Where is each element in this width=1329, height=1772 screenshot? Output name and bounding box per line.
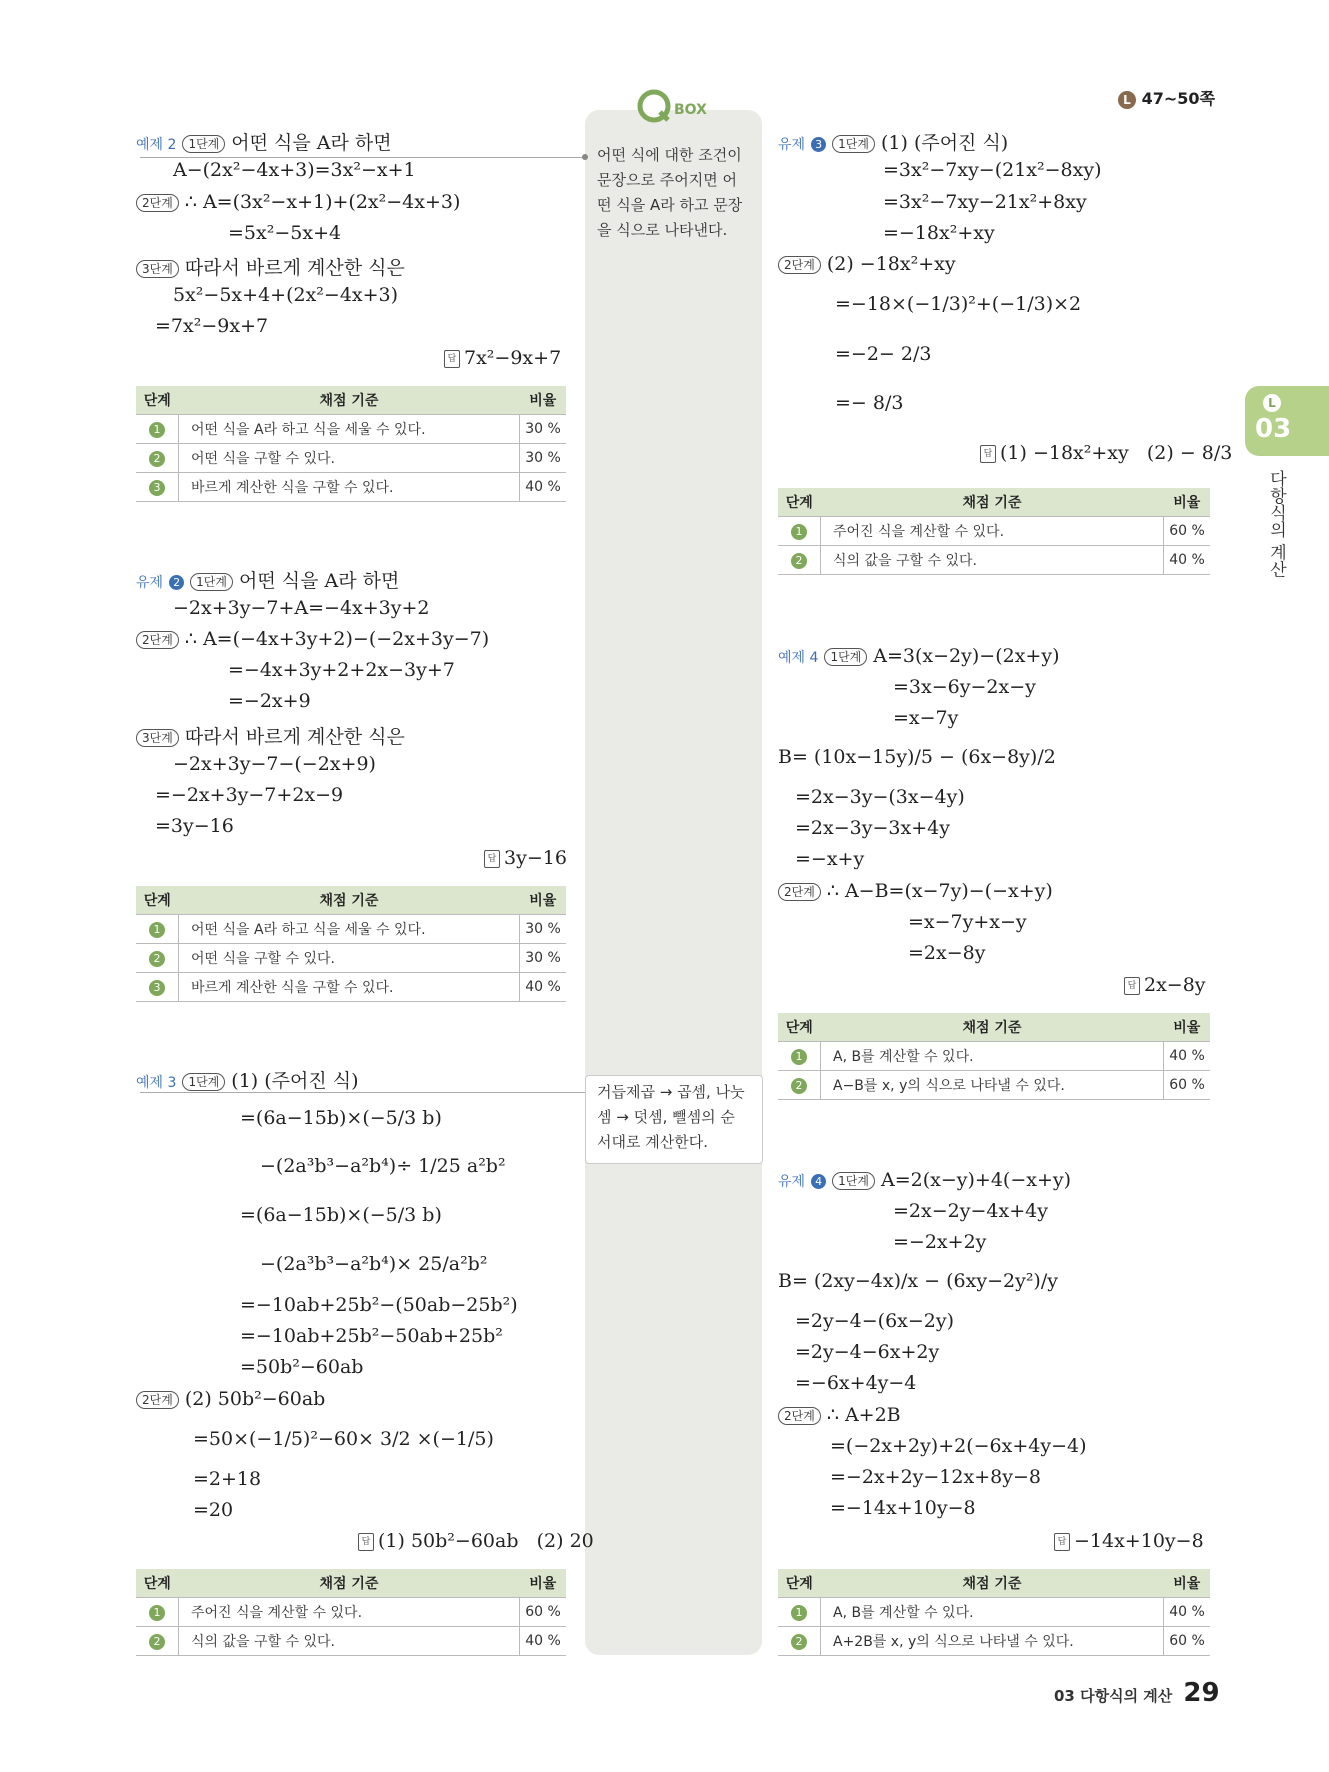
table-row: 1 A, B를 계산할 수 있다. 40 % — [778, 1598, 1210, 1627]
ex2-answer: 답 7x²−9x+7 — [444, 347, 561, 369]
ex4-criteria-table: 단계 채점 기준 비율 1 A, B를 계산할 수 있다. 40 % 2 A−B를 x, y의 식으로 나타낼 수 있다. 60 % — [778, 1013, 1210, 1100]
ex3-criteria-table: 단계 채점 기준 비율 1 주어진 식을 계산할 수 있다. 60 % 2 식의 값을 구할 수 있다. 40 % — [136, 1569, 566, 1656]
qbox-column — [585, 110, 762, 1655]
ex4-line: =x−7y+x−y — [908, 911, 1027, 933]
yu4-line: =−2x+2y — [893, 1231, 987, 1253]
yu4-criteria-table: 단계 채점 기준 비율 1 A, B를 계산할 수 있다. 40 % 2 A+2B를 x, y의 식으로 나타낼 수 있다. 60 % — [778, 1569, 1210, 1656]
yu2-line: −2x+3y−7+A=−4x+3y+2 — [173, 597, 430, 619]
ex4-line: =2x−8y — [908, 942, 986, 964]
ex2-line: =5x²−5x+4 — [228, 222, 342, 244]
yu3-line: =−18×(−1/3)²+(−1/3)×2 — [835, 293, 1082, 315]
ex3-line: =20 — [193, 1499, 234, 1521]
ex3-line: =50×(−1/5)²−60× 3/2 ×(−1/5) — [193, 1428, 494, 1450]
yu3-line-step2: 2단계 (2) −18x²+xy — [778, 253, 956, 275]
yu2-line: =−4x+3y+2+2x−3y+7 — [228, 659, 455, 681]
yu2-line: =−2x+9 — [228, 690, 311, 712]
ex4-line: B= (10x−15y)/5 − (6x−8y)/2 — [778, 746, 1056, 768]
ex3-line: =−10ab+25b²−50ab+25b² — [240, 1325, 503, 1347]
ex2-step1-badge: 1단계 — [182, 135, 225, 153]
table-row: 1 어떤 식을 A라 하고 식을 세울 수 있다. 30 % — [136, 415, 566, 444]
ex3-line: −(2a³b³−a²b⁴)÷ 1/25 a²b² — [260, 1155, 506, 1177]
ex2-intro: 어떤 식을 A라 하면 — [231, 132, 392, 154]
table-row: 2 A−B를 x, y의 식으로 나타낼 수 있다. 60 % — [778, 1071, 1210, 1100]
yu2-criteria-table: 단계 채점 기준 비율 1 어떤 식을 A라 하고 식을 세울 수 있다. 30 % 2 어떤 식을 구할 수 있다. 30 % 3 바르게 계산한 식을 구할 수 있다. 40 % — [136, 886, 566, 1002]
side-chapter-number: 03 — [1255, 414, 1292, 444]
yu2-line-step2: 2단계 ∴ A=(−4x+3y+2)−(−2x+3y−7) — [136, 628, 489, 650]
table-row: 2 식의 값을 구할 수 있다. 40 % — [136, 1627, 566, 1656]
ex3-line: −(2a³b³−a²b⁴)× 25/a²b² — [260, 1253, 488, 1275]
answer-icon: 답 — [444, 350, 460, 368]
yu4-line: =−2x+2y−12x+8y−8 — [830, 1466, 1041, 1488]
yu2-line: −2x+3y−7−(−2x+9) — [173, 753, 376, 775]
yu2-header: 유제 2 1단계 어떤 식을 A라 하면 — [136, 570, 400, 592]
yu2-answer: 답 3y−16 — [484, 847, 567, 869]
yu4-header: 유제 4 1단계 A=2(x−y)+4(−x+y) — [778, 1169, 1072, 1191]
yu3-line: =−2− 2/3 — [835, 343, 932, 365]
yu2-line: =3y−16 — [155, 815, 234, 837]
ex4-header: 예제 4 1단계 A=3(x−2y)−(2x+y) — [778, 645, 1060, 667]
table-row: 1 어떤 식을 A라 하고 식을 세울 수 있다. 30 % — [136, 915, 566, 944]
table-row: 2 A+2B를 x, y의 식으로 나타낼 수 있다. 60 % — [778, 1627, 1210, 1656]
table-row: 2 식의 값을 구할 수 있다. 40 % — [778, 546, 1210, 575]
ex3-line: =2+18 — [193, 1468, 262, 1490]
ex3-line: =50b²−60ab — [240, 1356, 364, 1378]
ex4-line: =x−7y — [893, 707, 959, 729]
ex3-answer: 답 (1) 50b²−60ab (2) 20 — [358, 1530, 594, 1552]
ex3-line: =(6a−15b)×(−5/3 b) — [240, 1204, 442, 1226]
ex3-line-step2: 2단계 (2) 50b²−60ab — [136, 1388, 325, 1410]
yu4-line: =(−2x+2y)+2(−6x+4y−4) — [830, 1435, 1087, 1457]
connector-dot-1 — [582, 154, 588, 160]
page-range-header — [1118, 86, 1215, 109]
ex2-line: 5x²−5x+4+(2x²−4x+3) — [173, 284, 399, 306]
ex3-line: =−10ab+25b²−(50ab−25b²) — [240, 1294, 518, 1316]
side-l-badge-icon: L — [1263, 394, 1281, 412]
l-badge-icon: L — [1118, 91, 1136, 109]
qbox-logo-icon — [636, 86, 716, 126]
yu2-line: =−2x+3y−7+2x−9 — [155, 784, 344, 806]
ex2-header — [136, 128, 392, 155]
table-row: 3 바르게 계산한 식을 구할 수 있다. 40 % — [136, 973, 566, 1002]
ex4-answer: 답 2x−8y — [1124, 974, 1206, 996]
table-row: 1 주어진 식을 계산할 수 있다. 60 % — [136, 1598, 566, 1627]
yu4-answer: 답 −14x+10y−8 — [1054, 1530, 1204, 1552]
qbox-note-2: 거듭제곱 → 곱셈, 나눗 셈 → 덧셈, 뺄셈의 순 서대로 계산한다. — [597, 1083, 745, 1151]
ex3-header: 예제 3 1단계 (1) (주어진 식) — [136, 1070, 359, 1092]
yu3-line: =3x²−7xy−(21x²−8xy) — [883, 159, 1102, 181]
yu4-line-step2: 2단계 ∴ A+2B — [778, 1404, 901, 1426]
yu3-criteria-table: 단계 채점 기준 비율 1 주어진 식을 계산할 수 있다. 60 % 2 식의 값을 구할 수 있다. 40 % — [778, 488, 1210, 575]
table-row: 2 어떤 식을 구할 수 있다. 30 % — [136, 444, 566, 473]
ex4-line: =−x+y — [795, 848, 865, 870]
yu3-header: 유제 3 1단계 (1) (주어진 식) — [778, 132, 1009, 154]
yu4-line: =−6x+4y−4 — [795, 1372, 917, 1394]
ex2-line-step2: 2단계 ∴ A=(3x²−x+1)+(2x²−4x+3) — [136, 191, 460, 213]
ex2-line-step3: 3단계 따라서 바르게 계산한 식은 — [136, 253, 405, 280]
yu4-line: =2y−4−6x+2y — [795, 1341, 940, 1363]
yu4-line: B= (2xy−4x)/x − (6xy−2y²)/y — [778, 1270, 1058, 1292]
ex4-line-step2: 2단계 ∴ A−B=(x−7y)−(−x+y) — [778, 880, 1053, 902]
table-row: 2 어떤 식을 구할 수 있다. 30 % — [136, 944, 566, 973]
footer — [1054, 1678, 1220, 1708]
connector-line-1 — [140, 157, 585, 158]
yu3-line: =−18x²+xy — [883, 222, 995, 244]
yu4-line: =2y−4−(6x−2y) — [795, 1310, 955, 1332]
table-row: 1 주어진 식을 계산할 수 있다. 60 % — [778, 517, 1210, 546]
yu4-line: =2x−2y−4x+4y — [893, 1200, 1048, 1222]
table-row: 3 바르게 계산한 식을 구할 수 있다. 40 % — [136, 473, 566, 502]
qbox-note-1: 어떤 식에 대한 조건이 문장으로 주어지면 어 떤 식을 A라 하고 문장 을 식으로 나타낸다. — [597, 146, 743, 239]
ex2-criteria-table: 단계 채점 기준 비율 1 어떤 식을 A라 하고 식을 세울 수 있다. 30 % 2 어떤 식을 구할 수 있다. 30 % 3 바르게 계산한 식을 구할 수 있다. 40 % — [136, 386, 566, 502]
yu3-line: =− 8/3 — [835, 392, 904, 414]
svg-text:BOX: BOX — [674, 102, 707, 118]
yu4-line: =−14x+10y−8 — [830, 1497, 976, 1519]
footer-chapter: 03 다항식의 계산 — [1054, 1687, 1173, 1705]
ex3-line: =(6a−15b)×(−5/3 b) — [240, 1107, 442, 1129]
table-row: 1 A, B를 계산할 수 있다. 40 % — [778, 1042, 1210, 1071]
chapter-side-tab — [1245, 386, 1329, 456]
ex2-line: A−(2x²−4x+3)=3x²−x+1 — [173, 159, 416, 181]
page-number: 29 — [1183, 1678, 1220, 1708]
ex4-line: =2x−3y−3x+4y — [795, 817, 950, 839]
yu2-line-step3: 3단계 따라서 바르게 계산한 식은 — [136, 722, 405, 749]
ex4-line: =2x−3y−(3x−4y) — [795, 786, 965, 808]
yu3-line: =3x²−7xy−21x²+8xy — [883, 191, 1087, 213]
page-range: 47~50쪽 — [1141, 89, 1215, 108]
ex2-label: 예제 2 — [136, 137, 177, 153]
qbox-logo — [636, 86, 716, 126]
ex2-line: =7x²−9x+7 — [155, 315, 269, 337]
side-chapter-title: 다항식의 계산 — [1266, 470, 1286, 578]
ex4-line: =3x−6y−2x−y — [893, 676, 1036, 698]
yu3-answer: 답 (1) −18x²+xy (2) − 8/3 — [980, 442, 1232, 464]
